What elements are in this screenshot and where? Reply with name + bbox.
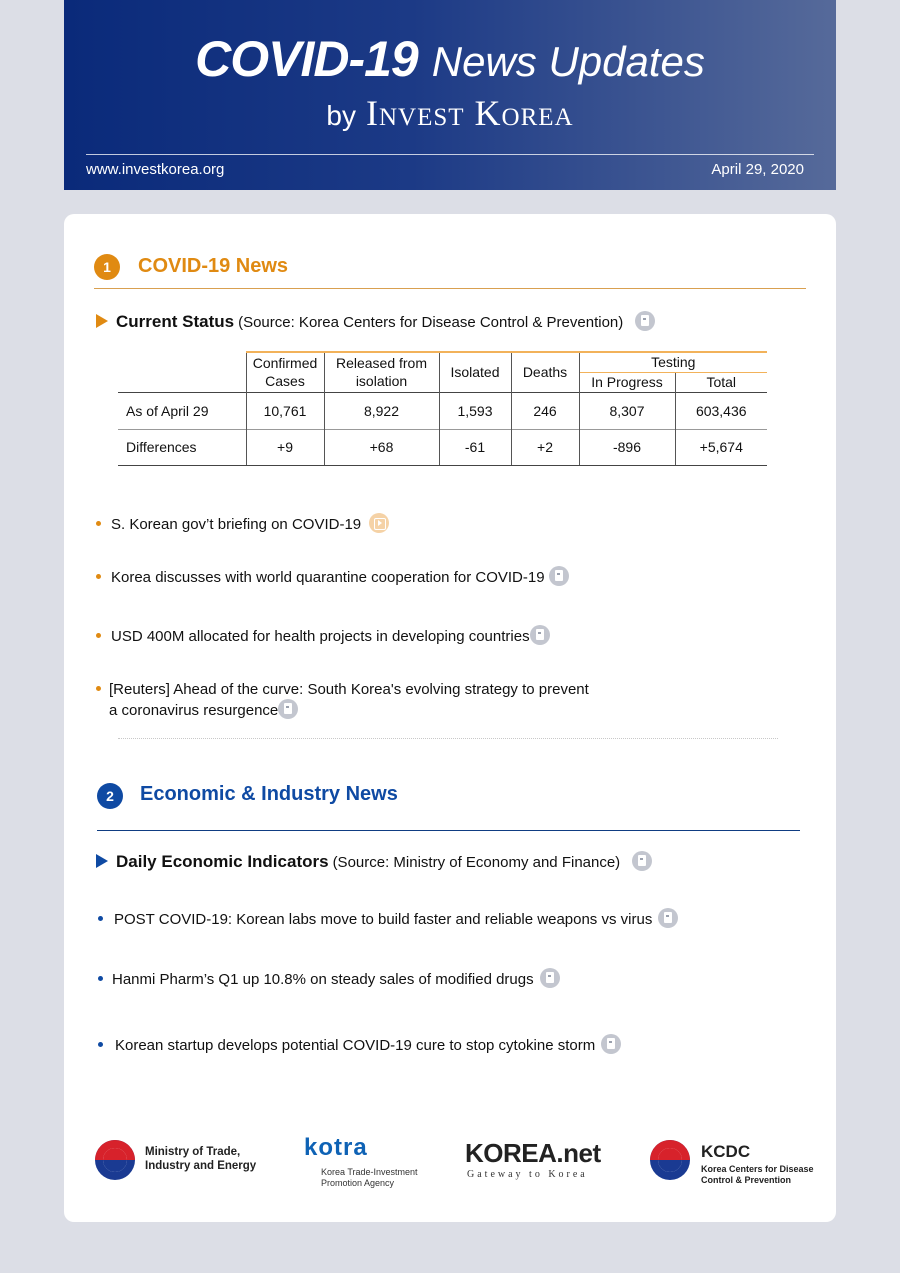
bullet-dot <box>98 916 103 921</box>
header-in-progress: In Progress <box>579 372 675 392</box>
koreanet-subtext: Gateway to Korea <box>467 1169 588 1180</box>
triangle-bullet-icon <box>96 854 108 868</box>
header-released-line2: isolation <box>355 373 408 390</box>
kotra-subtext <box>321 1167 418 1189</box>
row-label: Differences <box>118 429 246 465</box>
bullet-dot <box>98 976 103 981</box>
list-item[interactable] <box>96 625 550 647</box>
document-icon[interactable] <box>632 851 652 871</box>
header-released-line1: Released from <box>335 355 428 372</box>
bullet-dot <box>96 686 101 691</box>
row-label: As of April 29 <box>118 392 246 429</box>
header-title-covid: COVID-19 <box>195 31 418 87</box>
document-icon[interactable] <box>540 968 560 988</box>
document-icon[interactable] <box>658 908 678 928</box>
bullet-dot <box>96 574 101 579</box>
list-item-text[interactable]: a coronavirus resurgence <box>109 702 279 719</box>
section-2-rule <box>97 830 800 831</box>
section-1-number: 1 <box>94 254 120 280</box>
table-row <box>118 392 767 429</box>
list-item[interactable] <box>98 1034 621 1056</box>
economic-indicators-heading <box>96 851 652 872</box>
list-item-text[interactable]: POST COVID-19: Korean labs move to build faster and reliable weapons vs virus <box>114 911 653 928</box>
koreanet-wordmark: KOREA.net <box>465 1138 601 1168</box>
list-item-text[interactable]: USD 400M allocated for health projects in developing countries <box>111 628 530 645</box>
newsletter-header <box>64 0 836 190</box>
header-testing: Testing <box>579 352 767 372</box>
list-item[interactable] <box>96 513 389 535</box>
bullet-dot <box>98 1042 103 1047</box>
motie-logo[interactable] <box>95 1134 275 1184</box>
table-row <box>118 429 767 465</box>
cell-total: +5,674 <box>675 429 767 465</box>
current-status-heading <box>96 311 655 332</box>
taegeuk-icon <box>650 1140 690 1180</box>
current-status-title: Current Status <box>116 312 235 331</box>
section-1-title: COVID-19 News <box>138 255 289 277</box>
header-isolated: Isolated <box>439 352 511 392</box>
cell-confirmed: 10,761 <box>246 392 324 429</box>
taegeuk-icon <box>95 1140 135 1180</box>
header-confirmed <box>246 352 324 392</box>
cell-in-progress: -896 <box>579 429 675 465</box>
kotra-sub-line2: Promotion Agency <box>321 1178 395 1188</box>
motie-line1: Ministry of Trade, <box>145 1146 241 1158</box>
document-icon[interactable] <box>278 699 298 719</box>
list-item-text[interactable]: Hanmi Pharm’s Q1 up 10.8% on steady sales of modified drugs <box>112 971 534 988</box>
cell-released: +68 <box>324 429 439 465</box>
cell-isolated: -61 <box>439 429 511 465</box>
motie-line2: Industry and Energy <box>145 1160 257 1172</box>
content-card <box>64 214 836 1222</box>
header-confirmed-line2: Cases <box>265 373 305 390</box>
kcdc-wordmark: KCDC <box>701 1142 751 1161</box>
section-2-title: Economic & Industry News <box>140 783 398 805</box>
header-byline <box>64 92 836 134</box>
economic-indicators-source: (Source: Ministry of Economy and Finance) <box>332 854 621 871</box>
document-icon[interactable] <box>549 566 569 586</box>
list-item[interactable] <box>96 680 589 700</box>
video-icon[interactable] <box>369 513 389 533</box>
header-by: by <box>326 100 356 131</box>
list-item[interactable] <box>98 968 560 990</box>
header-url-link[interactable]: www.investkorea.org <box>86 161 225 178</box>
cell-confirmed: +9 <box>246 429 324 465</box>
section-1-rule <box>94 288 806 289</box>
header-divider <box>86 154 814 155</box>
header-confirmed-line1: Confirmed <box>252 355 318 372</box>
header-title-news: News Updates <box>431 38 705 85</box>
kotra-wordmark: kotra <box>304 1134 368 1161</box>
motie-logo-text <box>145 1145 256 1173</box>
cell-released: 8,922 <box>324 392 439 429</box>
list-item-text[interactable]: S. Korean gov’t briefing on COVID-19 <box>111 516 362 533</box>
triangle-bullet-icon <box>96 314 108 328</box>
header-brand: Invest Korea <box>365 93 574 133</box>
cell-deaths: +2 <box>511 429 579 465</box>
list-item-continued[interactable] <box>109 699 298 721</box>
cell-in-progress: 8,307 <box>579 392 675 429</box>
list-item-text[interactable]: Korea discusses with world quarantine cooperation for COVID-19 <box>111 569 545 586</box>
kcdc-subtext <box>701 1164 814 1186</box>
document-icon[interactable] <box>601 1034 621 1054</box>
header-deaths: Deaths <box>511 352 579 392</box>
header-date: April 29, 2020 <box>711 161 804 178</box>
header-released <box>324 352 439 392</box>
list-item-text[interactable]: [Reuters] Ahead of the curve: South Korea's evolving strategy to prevent <box>109 681 589 698</box>
document-icon[interactable] <box>635 311 655 331</box>
koreanet-logo[interactable] <box>465 1134 615 1184</box>
table-corner <box>118 352 246 392</box>
kcdc-sub-line1: Korea Centers for Disease <box>701 1164 814 1174</box>
header-title <box>64 30 836 88</box>
kcdc-sub-line2: Control & Prevention <box>701 1175 792 1185</box>
cell-deaths: 246 <box>511 392 579 429</box>
list-item[interactable] <box>96 566 569 588</box>
kcdc-logo[interactable] <box>650 1134 820 1184</box>
economic-indicators-title: Daily Economic Indicators <box>116 852 329 871</box>
list-item-text[interactable]: Korean startup develops potential COVID-19 cure to stop cytokine storm <box>115 1037 596 1054</box>
section-separator <box>118 738 778 739</box>
header-total: Total <box>675 372 767 392</box>
bullet-dot <box>96 633 101 638</box>
kotra-sub-line1: Korea Trade-Investment <box>321 1167 418 1177</box>
status-table <box>118 351 767 466</box>
bullet-dot <box>96 521 101 526</box>
cell-isolated: 1,593 <box>439 392 511 429</box>
list-item[interactable] <box>98 908 678 930</box>
section-2-number: 2 <box>97 783 123 809</box>
kotra-logo[interactable] <box>304 1134 434 1188</box>
cell-total: 603,436 <box>675 392 767 429</box>
current-status-source: (Source: Korea Centers for Disease Control & Prevention) <box>238 314 624 331</box>
document-icon[interactable] <box>530 625 550 645</box>
